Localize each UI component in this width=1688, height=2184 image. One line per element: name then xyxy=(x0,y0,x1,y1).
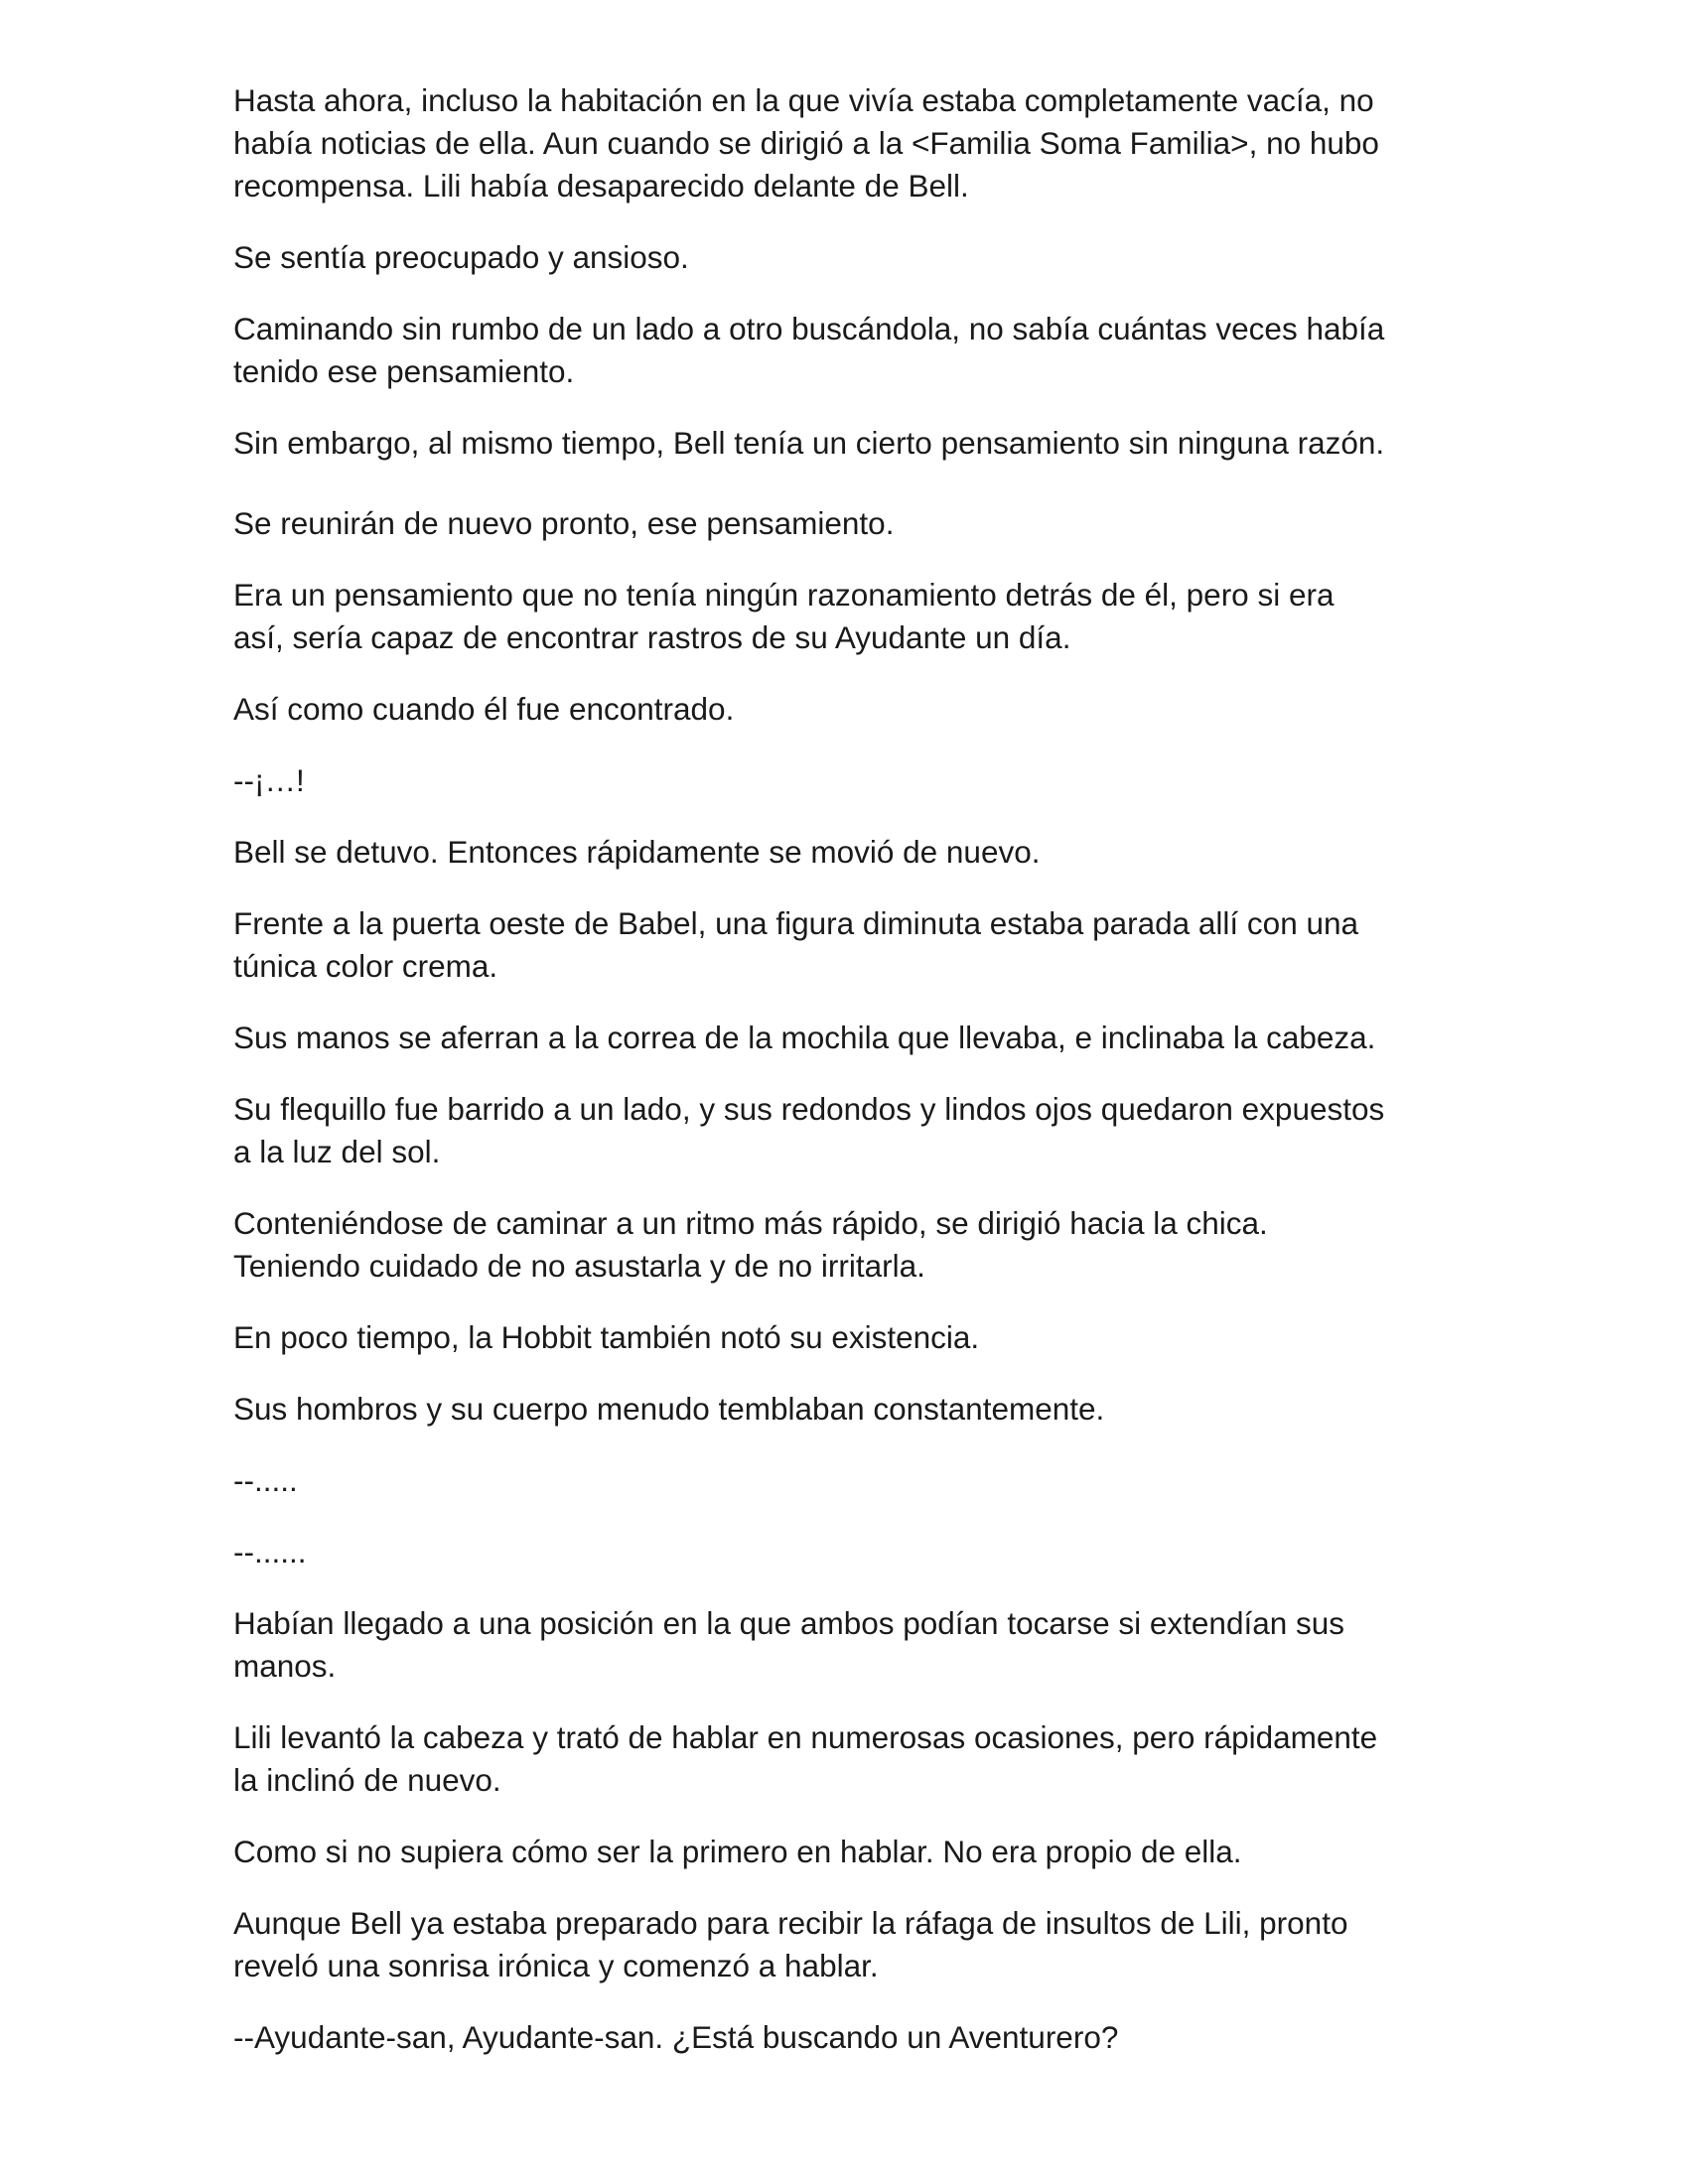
paragraph: Lili levantó la cabeza y trató de hablar en numerosas ocasiones, pero rápidamente la inclinó de nuevo. xyxy=(233,1719,1378,1798)
paragraph: Como si no supiera cómo ser la primero en hablar. No era propio de ella. xyxy=(233,1834,1242,1869)
paragraph: Su flequillo fue barrido a un lado, y sus redondos y lindos ojos quedaron expuestos a la luz del sol. xyxy=(233,1091,1385,1169)
paragraph: Bell se detuvo. Entonces rápidamente se movió de nuevo. xyxy=(233,834,1041,870)
paragraph: Caminando sin rumbo de un lado a otro buscándola, no sabía cuántas veces había tenido ese pensamiento. xyxy=(233,311,1385,389)
paragraph: Hasta ahora, incluso la habitación en la que vivía estaba completamente vacía, no había noticias de ella. Aun cuando se dirigió a la <Familia Soma Familia>, no hubo recompensa. Lili había desaparecido delante de Bell. xyxy=(233,82,1379,204)
paragraph: Conteniéndose de caminar a un ritmo más rápido, se dirigió hacia la chica. Teniendo cuidado de no asustarla y de no irritarla. xyxy=(233,1205,1268,1284)
paragraph: Sus hombros y su cuerpo menudo temblaban constantemente. xyxy=(233,1391,1105,1427)
paragraph: Sin embargo, al mismo tiempo, Bell tenía un cierto pensamiento sin ninguna razón. xyxy=(233,425,1385,461)
paragraph: En poco tiempo, la Hobbit también notó su existencia. xyxy=(233,1319,980,1355)
paragraph: Frente a la puerta oeste de Babel, una figura diminuta estaba parada allí con una túnica color crema. xyxy=(233,905,1359,984)
paragraph: --¡…! xyxy=(233,762,305,798)
paragraph: Era un pensamiento que no tenía ningún razonamiento detrás de él, pero si era así, sería capaz de encontrar rastros de su Ayudante un día. xyxy=(233,577,1335,655)
paragraph: --Ayudante-san, Ayudante-san. ¿Está buscando un Aventurero? xyxy=(233,2019,1119,2055)
paragraph: Se reunirán de nuevo pronto, ese pensamiento. xyxy=(233,505,895,541)
paragraph: Aunque Bell ya estaba preparado para recibir la ráfaga de insultos de Lili, pronto reveló una sonrisa irónica y comenzó a hablar. xyxy=(233,1905,1348,1983)
paragraph: Sus manos se aferran a la correa de la mochila que llevaba, e inclinaba la cabeza. xyxy=(233,1020,1376,1055)
paragraph: Se sentía preocupado y ansioso. xyxy=(233,239,689,275)
paragraph: --..... xyxy=(233,1462,298,1498)
paragraph: --...... xyxy=(233,1534,307,1570)
paragraph: Habían llegado a una posición en la que ambos podían tocarse si extendían sus manos. xyxy=(233,1605,1345,1684)
body-text xyxy=(233,79,1484,2088)
paragraph: Así como cuando él fue encontrado. xyxy=(233,691,735,727)
